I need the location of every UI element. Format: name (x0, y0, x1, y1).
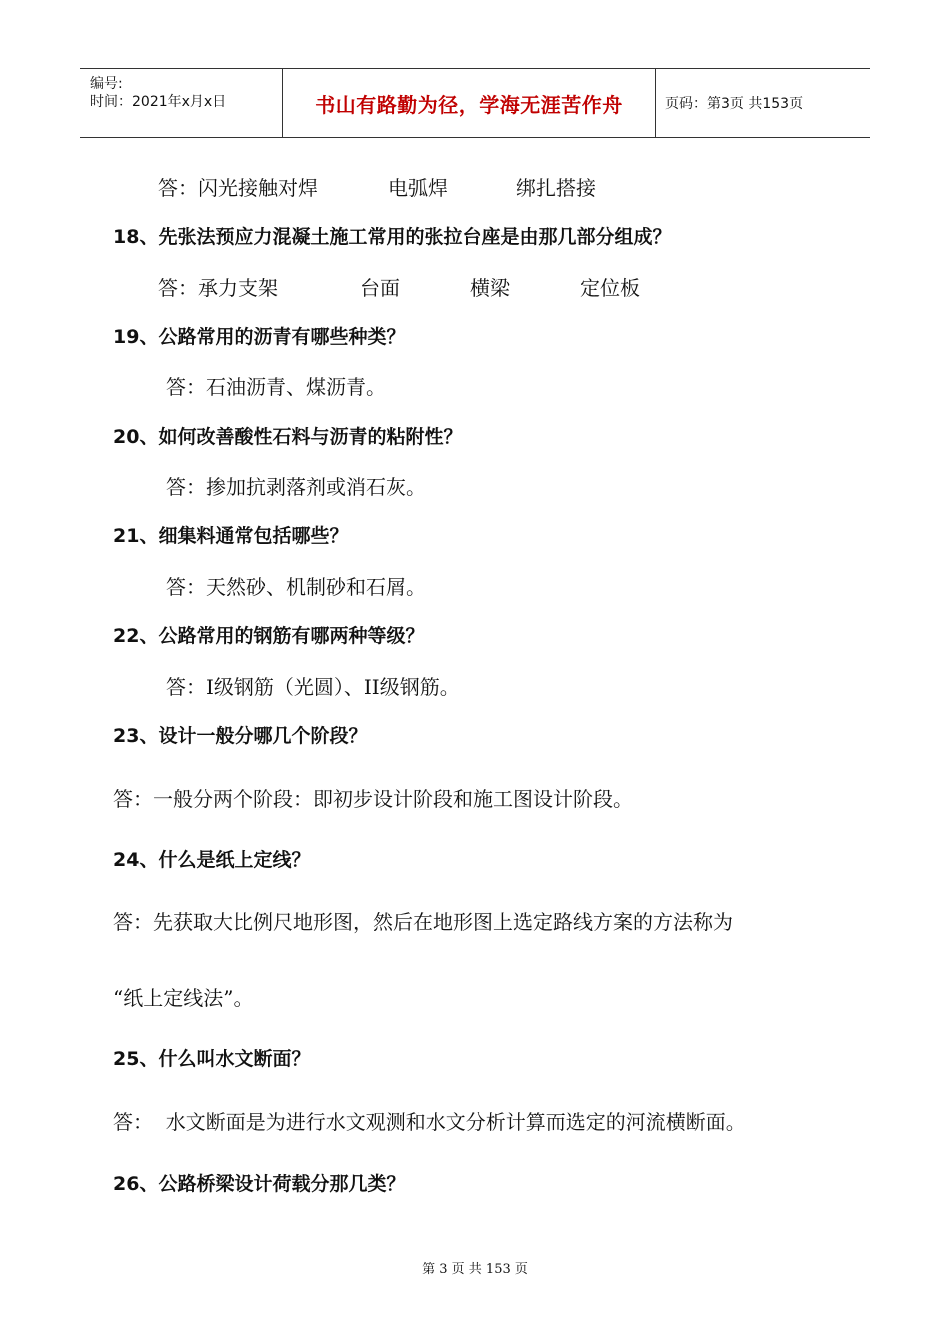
answer-23: 答：一般分两个阶段：即初步设计阶段和施工图设计阶段。 (113, 787, 633, 811)
answer-25: 答： 水文断面是为进行水文观测和水文分析计算而选定的河流横断面。 (113, 1110, 746, 1134)
answer-17 (158, 172, 596, 201)
header-page-info (655, 69, 870, 137)
answer-17-item-1: 答：闪光接触对焊 (158, 176, 318, 200)
question-23: 23、设计一般分哪几个阶段？ (113, 725, 368, 747)
page-footer: 第 3 页 共 153 页 (422, 1262, 528, 1277)
answer-18-item-4: 定位板 (580, 276, 640, 300)
motto: 书山有路勤为径，学海无涯苦作舟 (315, 92, 623, 117)
answer-22: 答：I级钢筋（光圆）、II级钢筋。 (166, 675, 460, 699)
page-header (80, 68, 870, 138)
answer-17-item-3: 绑扎搭接 (516, 176, 596, 200)
question-20: 20、如何改善酸性石料与沥青的粘附性？ (113, 426, 463, 448)
answer-18-item-2: 台面 (360, 276, 400, 300)
header-meta (80, 69, 282, 137)
answer-24-line-1: 答：先获取大比例尺地形图，然后在地形图上选定路线方案的方法称为 (113, 910, 733, 934)
answer-18 (158, 272, 640, 301)
number-label: 编号: (90, 76, 123, 92)
question-25: 25、什么叫水文断面？ (113, 1048, 311, 1070)
answer-20: 答：掺加抗剥落剂或消石灰。 (166, 475, 426, 499)
question-22: 22、公路常用的钢筋有哪两种等级？ (113, 625, 425, 647)
question-21: 21、细集料通常包括哪些？ (113, 525, 349, 547)
header-motto-cell (282, 69, 656, 137)
question-24: 24、什么是纸上定线？ (113, 849, 311, 871)
answer-18-item-3: 横梁 (470, 276, 510, 300)
answer-17-item-2: 电弧焊 (388, 176, 448, 200)
time-label: 时间：2021年x月x日 (90, 94, 227, 110)
answer-19: 答：石油沥青、煤沥青。 (166, 375, 386, 399)
question-26: 26、公路桥梁设计荷载分那几类？ (113, 1173, 406, 1195)
page-info: 页码：第3页 共153页 (665, 96, 804, 112)
answer-18-item-1: 答：承力支架 (158, 276, 278, 300)
answer-21: 答：天然砂、机制砂和石屑。 (166, 575, 426, 599)
question-18: 18、先张法预应力混凝土施工常用的张拉台座是由那几部分组成？ (113, 226, 672, 248)
question-19: 19、公路常用的沥青有哪些种类？ (113, 326, 406, 348)
answer-24-line-2: “纸上定线法”。 (113, 986, 254, 1010)
